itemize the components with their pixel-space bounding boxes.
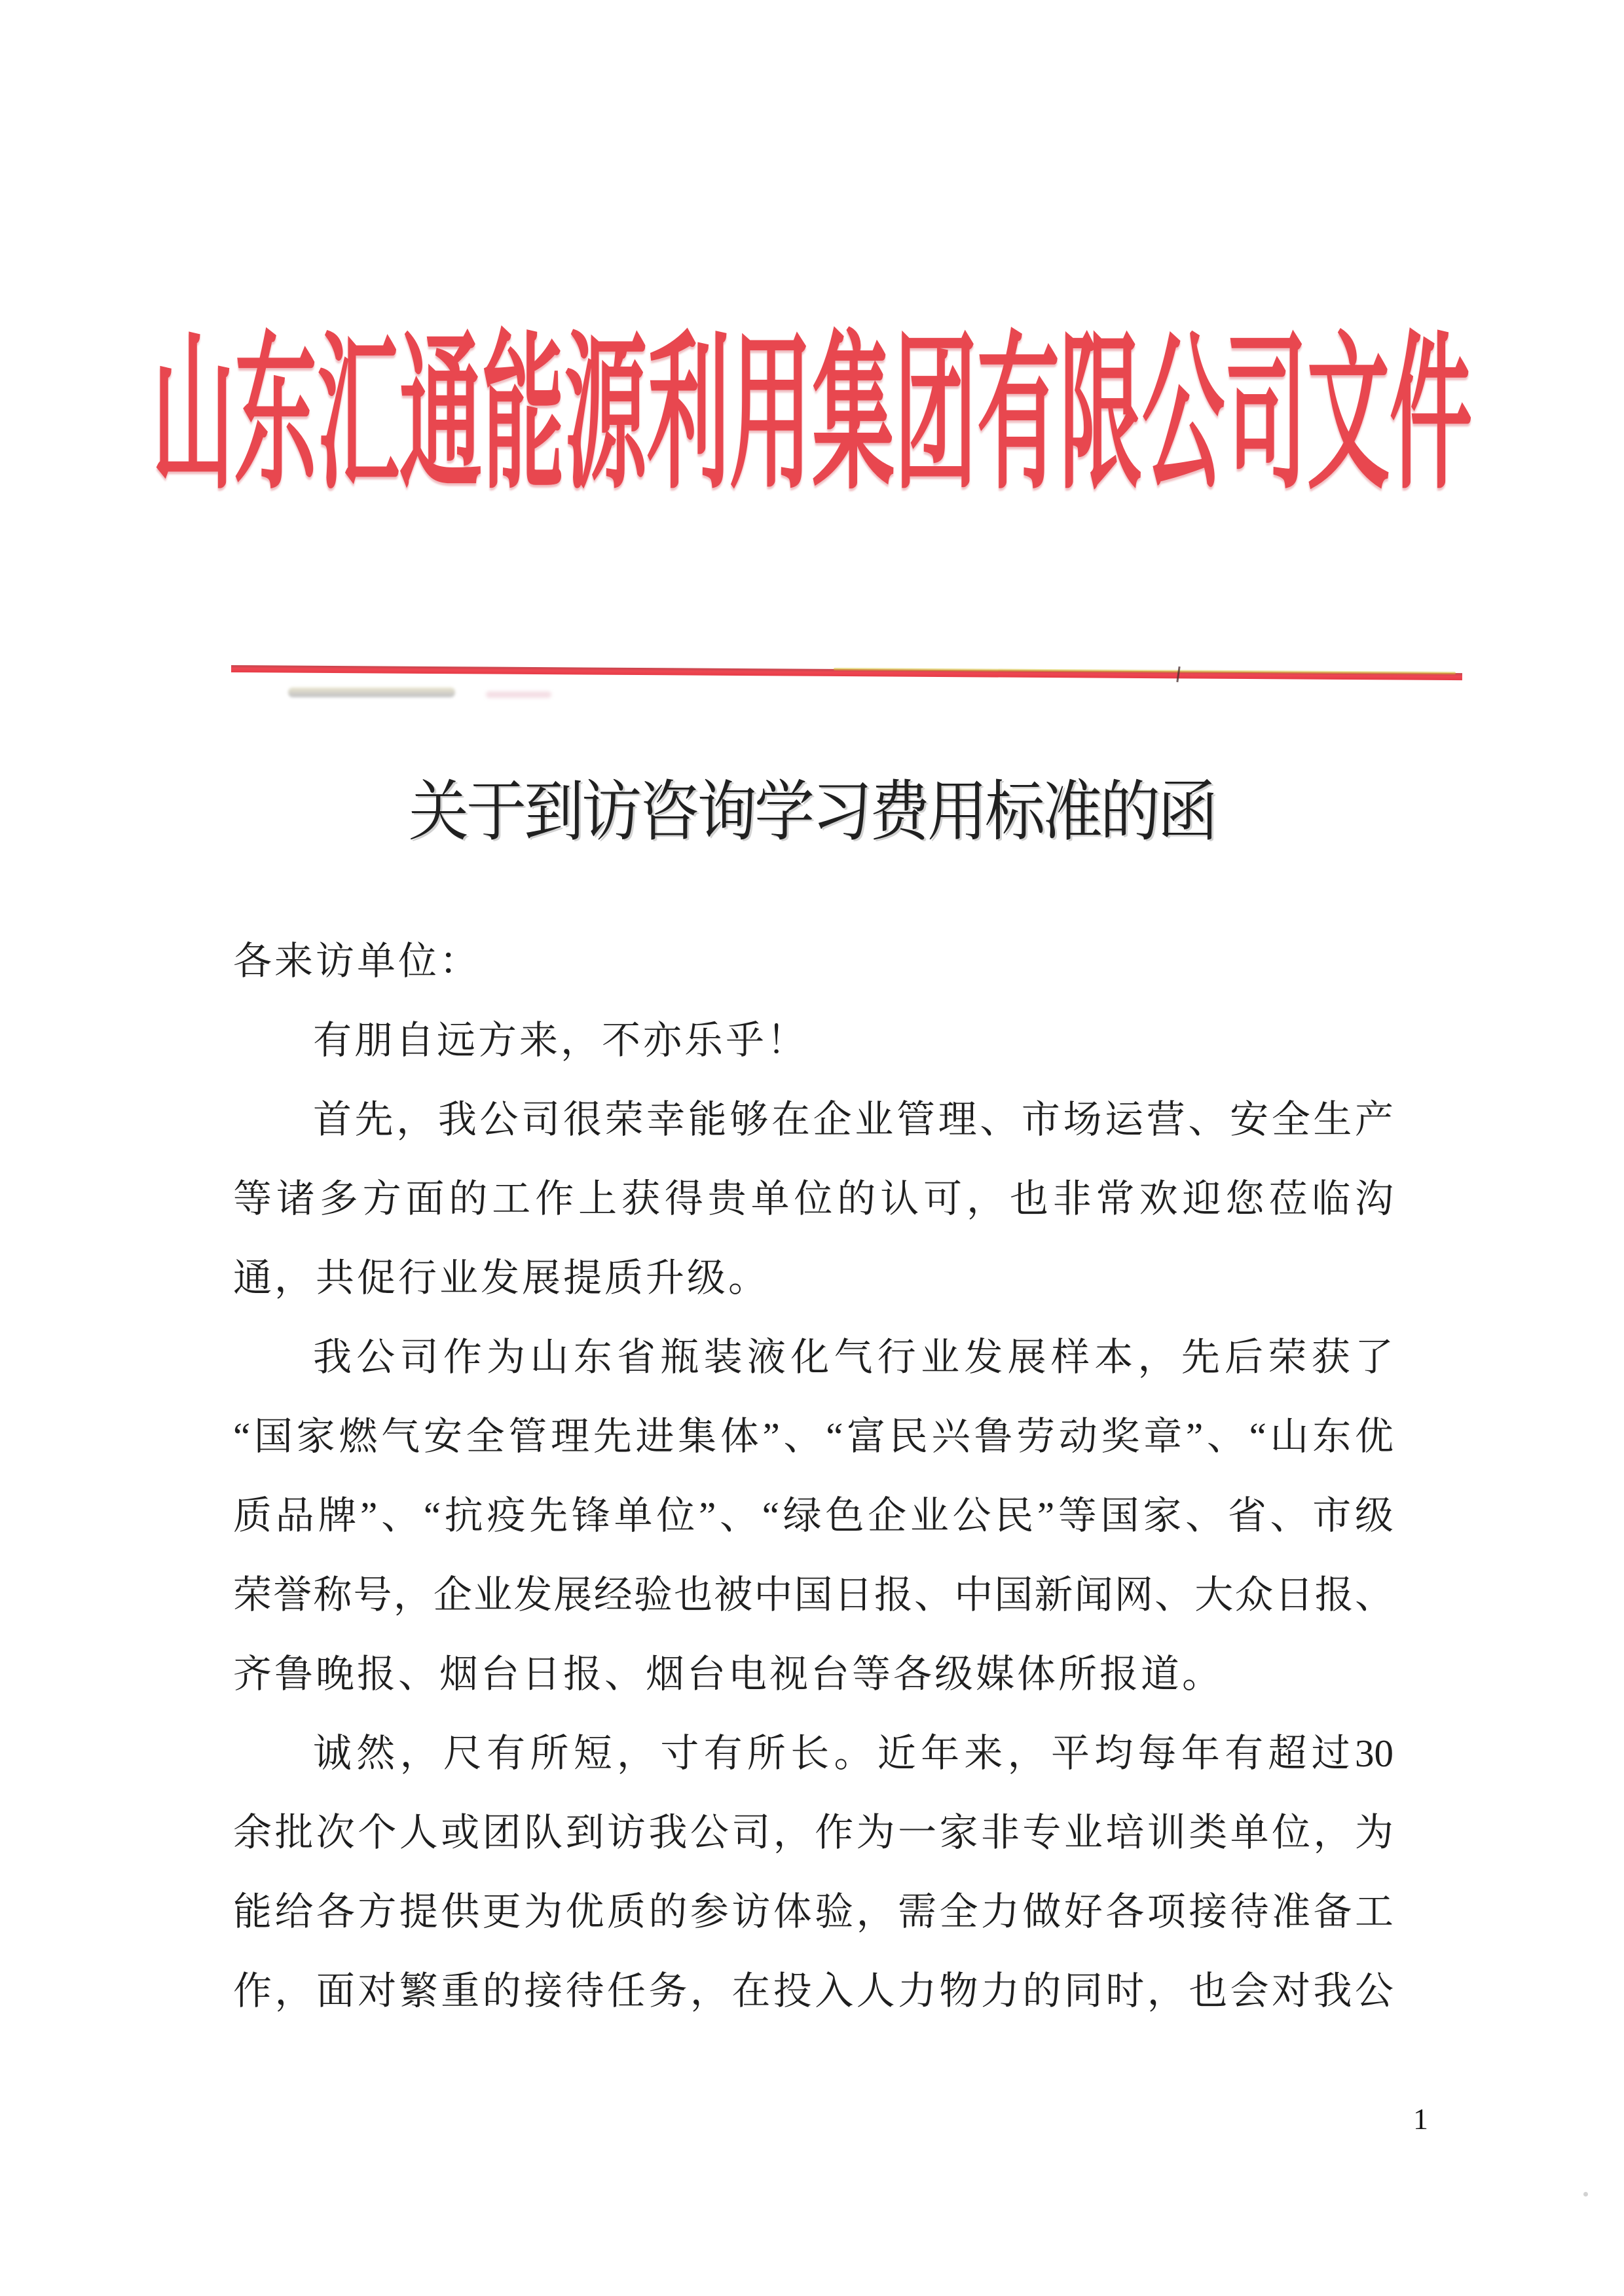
body-line: 我公司作为山东省瓶装液化气行业发展样本，先后荣获了 [313,1336,1393,1379]
scan-smudge [486,691,551,698]
scan-color-fringe [834,668,1456,674]
body-line: 有朋自远方来，不亦乐乎！ [313,1019,809,1062]
body-line: 作，面对繁重的接待任务，在投入人力物力的同时，也会对我公 [233,1969,1393,2013]
body-line: 余批次个人或团队到访我公司，作为一家非专业培训类单位，为 [233,1811,1393,1854]
salutation-line: 各来访单位： [233,939,481,983]
letterhead-red-rule [231,665,1462,680]
body-line: 等诸多方面的工作上获得贵单位的认可，也非常欢迎您莅临沟 [233,1177,1393,1220]
body-line: 首先，我公司很荣幸能够在企业管理、市场运营、安全生产 [313,1098,1393,1141]
body-line: 诚然，尺有所短，寸有所长。近年来，平均每年有超过30 [313,1732,1393,1775]
document-title: 关于到访咨询学习费用标准的函 [408,775,1215,849]
body-line: 质品牌”、“抗疫先锋单位”、“绿色企业公民”等国家、省、市级 [233,1494,1393,1537]
body-line: 能给各方提供更为优质的参访体验，需全力做好各项接待准备工 [233,1890,1393,1933]
letterhead-org-title: 山东汇通能源利用集团有限公司文件 [152,323,1472,510]
body-line: “国家燃气安全管理先进集体”、“富民兴鲁劳动奖章”、“山东优 [233,1415,1393,1458]
body-line: 通，共促行业发展提质升级。 [233,1256,770,1300]
body-text [233,922,1393,2031]
scan-smudge [288,687,455,697]
body-line: 齐鲁晚报、烟台日报、烟台电视台等各级媒体所报道。 [233,1652,1224,1696]
scan-dot [1583,2192,1588,2196]
page-number: 1 [1413,2102,1428,2136]
body-line: 荣誉称号，企业发展经验也被中国日报、中国新闻网、大众日报、 [233,1573,1393,1616]
